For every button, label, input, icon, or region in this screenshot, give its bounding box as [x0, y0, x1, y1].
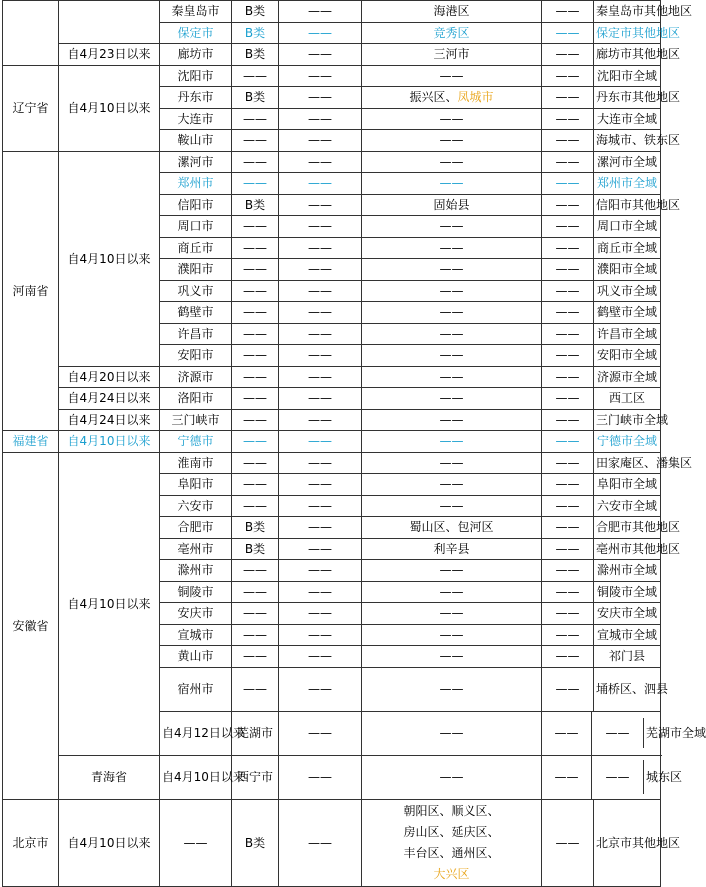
- since-cell: 自4月10日以来: [59, 799, 160, 886]
- table-row: [3, 366, 661, 388]
- col6-cell: ——: [542, 66, 594, 87]
- city-cell: 保定市: [160, 22, 232, 44]
- district-cell: ——: [362, 323, 542, 345]
- district-cell: ——: [362, 474, 542, 496]
- district-cell: [362, 87, 542, 109]
- city-cell: 芜湖市: [232, 711, 279, 755]
- district-cell: ——: [542, 755, 592, 799]
- region-cell: [542, 280, 661, 302]
- col4-cell: ——: [279, 624, 362, 646]
- category-cell: ——: [232, 323, 279, 345]
- region-cell: [542, 474, 661, 496]
- col4-cell: ——: [279, 581, 362, 603]
- scope-cell: 埇桥区、泗县: [596, 682, 669, 696]
- scope-cell: 田家庵区、潘集区: [596, 455, 693, 470]
- col4-cell: ——: [279, 495, 362, 517]
- district-cell: ——: [362, 560, 542, 582]
- scope-cell: 阜阳市全域: [596, 477, 657, 492]
- region-cell: [592, 755, 683, 799]
- col4-cell: ——: [279, 603, 362, 625]
- city-cell: 西宁市: [232, 755, 279, 799]
- col4-cell: ——: [279, 108, 362, 130]
- scope-cell: 保定市其他地区: [596, 25, 681, 40]
- table-row: [3, 799, 661, 886]
- col4-cell: ——: [279, 452, 362, 474]
- city-cell: 安庆市: [160, 603, 232, 625]
- category-cell: ——: [232, 65, 279, 87]
- city-cell: 巩义市: [160, 280, 232, 302]
- province-cell: [3, 1, 59, 66]
- scope-cell: 周口市全域: [596, 219, 657, 234]
- district-cell: 竞秀区: [362, 22, 542, 44]
- city-cell: 宿州市: [160, 667, 232, 711]
- col4-cell: ——: [279, 173, 362, 195]
- col6-cell: ——: [542, 87, 594, 108]
- region-cell: [542, 431, 661, 453]
- col6-cell: ——: [542, 646, 594, 667]
- col6-cell: ——: [542, 517, 594, 538]
- category-cell: B类: [232, 87, 279, 109]
- province-cell: 福建省: [3, 431, 59, 453]
- col4-cell: ——: [362, 711, 542, 755]
- col4-cell: ——: [279, 799, 362, 886]
- table-row: [3, 151, 661, 173]
- category-cell: ——: [232, 646, 279, 668]
- since-cell: 自4月10日以来: [59, 431, 160, 453]
- scope-cell: 祁门县: [608, 649, 645, 664]
- city-cell: 鹤壁市: [160, 302, 232, 324]
- scope-cell: 大连市全域: [596, 111, 657, 126]
- district-cell: ——: [362, 108, 542, 130]
- col6-cell: ——: [542, 431, 594, 452]
- since-cell: 自4月24日以来: [59, 409, 160, 431]
- city-cell: 大连市: [160, 108, 232, 130]
- col4-cell: ——: [279, 151, 362, 173]
- col6-cell: ——: [542, 560, 594, 581]
- city-cell: 济源市: [160, 366, 232, 388]
- category-cell: ——: [232, 366, 279, 388]
- district-cell: ——: [362, 667, 542, 711]
- district-cell: ——: [362, 388, 542, 410]
- table-row: [3, 44, 661, 66]
- category-cell: ——: [232, 216, 279, 238]
- region-cell: [542, 603, 661, 625]
- city-cell: 周口市: [160, 216, 232, 238]
- col6-cell: ——: [592, 718, 644, 748]
- category-cell: ——: [232, 474, 279, 496]
- city-cell: 亳州市: [160, 538, 232, 560]
- category-cell: ——: [232, 151, 279, 173]
- city-cell: 铜陵市: [160, 581, 232, 603]
- col6-cell: ——: [542, 238, 594, 259]
- region-cell: [542, 581, 661, 603]
- col6-cell: ——: [542, 345, 594, 366]
- region-cell: [542, 22, 681, 44]
- district-cell: ——: [362, 173, 542, 195]
- region-cell: [542, 44, 681, 66]
- city-cell: 洛阳市: [160, 388, 232, 410]
- col6-cell: ——: [542, 302, 594, 323]
- col6-cell: ——: [542, 496, 594, 517]
- district-cell: ——: [362, 302, 542, 324]
- region-cell: [542, 799, 681, 886]
- city-cell: ——: [160, 799, 232, 886]
- city-cell: 信阳市: [160, 194, 232, 216]
- district-text: 振兴区、: [409, 90, 458, 105]
- scope-cell: 巩义市全域: [596, 283, 657, 298]
- col4-cell: ——: [279, 216, 362, 238]
- scope-cell: 合肥市其他地区: [596, 520, 681, 535]
- col4-cell: ——: [362, 755, 542, 799]
- region-cell: [542, 1, 693, 23]
- col4-cell: ——: [279, 517, 362, 539]
- scope-cell: 廊坊市其他地区: [596, 47, 681, 62]
- district-highlight-line: 大兴区: [433, 866, 470, 881]
- city-cell: 商丘市: [160, 237, 232, 259]
- scope-cell: 六安市全域: [596, 498, 657, 513]
- category-cell: B类: [232, 44, 279, 66]
- district-cell: ——: [362, 495, 542, 517]
- since-cell: [59, 1, 160, 44]
- col4-cell: ——: [279, 409, 362, 431]
- col6-cell: ——: [542, 281, 594, 302]
- region-cell: [542, 108, 661, 130]
- scope-cell: 濮阳市全域: [596, 262, 657, 277]
- col4-cell: ——: [279, 323, 362, 345]
- since-cell: 自4月10日以来: [59, 452, 160, 755]
- category-cell: ——: [232, 560, 279, 582]
- col6-cell: ——: [542, 195, 594, 216]
- region-cell: [542, 452, 693, 474]
- district-cell: ——: [362, 646, 542, 668]
- district-cell: ——: [362, 409, 542, 431]
- category-cell: ——: [232, 345, 279, 367]
- category-cell: ——: [232, 173, 279, 195]
- city-cell: 郑州市: [160, 173, 232, 195]
- region-cell: [542, 65, 661, 87]
- district-cell: ——: [362, 259, 542, 281]
- scope-cell: 济源市全域: [596, 369, 657, 384]
- col6-cell: ——: [542, 800, 594, 886]
- category-cell: B类: [232, 799, 279, 886]
- col4-cell: ——: [279, 560, 362, 582]
- district-cell: ——: [362, 624, 542, 646]
- region-cell: [542, 366, 661, 388]
- region-cell: [542, 194, 681, 216]
- col4-cell: ——: [279, 388, 362, 410]
- city-cell: 丹东市: [160, 87, 232, 109]
- scope-cell: 城东区: [646, 770, 683, 784]
- col6-cell: ——: [542, 582, 594, 603]
- category-cell: ——: [232, 280, 279, 302]
- scope-cell: 郑州市全域: [596, 176, 657, 191]
- col6-cell: ——: [542, 23, 594, 44]
- province-cell: 青海省: [59, 755, 160, 799]
- col4-cell: ——: [279, 237, 362, 259]
- category-cell: B类: [232, 517, 279, 539]
- province-cell: 辽宁省: [3, 65, 59, 151]
- since-cell: 自4月24日以来: [59, 388, 160, 410]
- city-cell: 沈阳市: [160, 65, 232, 87]
- category-cell: B类: [232, 22, 279, 44]
- category-cell: ——: [232, 108, 279, 130]
- col4-cell: ——: [279, 194, 362, 216]
- scope-cell: 丹东市其他地区: [596, 90, 681, 105]
- col4-cell: ——: [279, 44, 362, 66]
- col6-cell: ——: [542, 324, 594, 345]
- col6-cell: ——: [542, 259, 594, 280]
- district-cell: ——: [362, 280, 542, 302]
- scope-cell: 许昌市全域: [596, 326, 657, 341]
- district-cell: ——: [362, 452, 542, 474]
- category-cell: ——: [232, 302, 279, 324]
- region-cell: [542, 237, 661, 259]
- city-cell: 宁德市: [160, 431, 232, 453]
- col6-cell: ——: [542, 130, 594, 151]
- scope-cell: 海城市、铁东区: [596, 133, 681, 148]
- region-cell: [542, 216, 661, 238]
- district-cell: ——: [362, 216, 542, 238]
- district-cell: ——: [362, 366, 542, 388]
- region-cell: [542, 624, 661, 646]
- city-cell: 安阳市: [160, 345, 232, 367]
- scope-cell: 北京市其他地区: [596, 835, 681, 850]
- col4-cell: ——: [279, 538, 362, 560]
- region-cell: [542, 538, 681, 560]
- district-cell: ——: [362, 65, 542, 87]
- city-cell: 廊坊市: [160, 44, 232, 66]
- col6-cell: ——: [542, 216, 594, 237]
- region-cell: [542, 560, 661, 582]
- scope-cell: 亳州市其他地区: [596, 541, 681, 556]
- table-row: [3, 1, 661, 23]
- scope-cell: 铜陵市全域: [596, 584, 657, 599]
- col6-cell: ——: [542, 44, 594, 65]
- col6-cell: ——: [542, 539, 594, 560]
- col4-cell: ——: [279, 1, 362, 23]
- col6-cell: ——: [542, 388, 594, 409]
- district-cell: ——: [362, 603, 542, 625]
- col4-cell: ——: [279, 87, 362, 109]
- region-cell: [542, 87, 681, 109]
- col4-cell: ——: [279, 646, 362, 668]
- table-row: [3, 65, 661, 87]
- col4-cell: ——: [279, 474, 362, 496]
- category-cell: B类: [232, 1, 279, 23]
- city-cell: 秦皇岛市: [160, 1, 232, 23]
- district-cell: ——: [362, 151, 542, 173]
- scope-cell: 鹤壁市全域: [596, 305, 657, 320]
- region-cell: [542, 646, 661, 668]
- scope-cell: 芜湖市全域: [646, 726, 706, 740]
- col6-cell: ——: [542, 1, 594, 22]
- province-cell: 安徽省: [3, 452, 59, 799]
- col6-cell: ——: [542, 109, 594, 130]
- col4-cell: ——: [279, 130, 362, 152]
- scope-cell: 安阳市全域: [596, 348, 657, 363]
- col6-cell: ——: [542, 625, 594, 646]
- district-highlight-text: 凤城市: [457, 90, 494, 105]
- city-cell: 鞍山市: [160, 130, 232, 152]
- table-row: [3, 755, 661, 799]
- col4-cell: ——: [279, 280, 362, 302]
- district-cell: 蜀山区、包河区: [362, 517, 542, 539]
- category-cell: ——: [232, 130, 279, 152]
- district-cell: 三河市: [362, 44, 542, 66]
- col6-cell: ——: [542, 173, 594, 194]
- region-cell: [542, 667, 669, 711]
- category-cell: ——: [279, 755, 362, 799]
- scope-cell: 宁德市全域: [596, 434, 657, 449]
- since-cell: 自4月10日以来: [160, 755, 232, 799]
- region-cell: [542, 388, 661, 410]
- since-cell: 自4月10日以来: [59, 65, 160, 151]
- city-cell: 黄山市: [160, 646, 232, 668]
- district-line: 朝阳区、顺义区、: [403, 803, 500, 818]
- region-cell: [542, 302, 661, 324]
- scope-cell: 西工区: [608, 391, 645, 406]
- col6-cell: ——: [542, 474, 594, 495]
- city-cell: 三门峡市: [160, 409, 232, 431]
- district-cell: 海港区: [362, 1, 542, 23]
- category-cell: ——: [232, 581, 279, 603]
- city-cell: 滁州市: [160, 560, 232, 582]
- region-cell: [542, 173, 661, 195]
- district-cell: ——: [542, 711, 592, 755]
- col4-cell: ——: [279, 22, 362, 44]
- district-cell: 固始县: [362, 194, 542, 216]
- district-cell: 利辛县: [362, 538, 542, 560]
- category-cell: ——: [232, 409, 279, 431]
- scope-cell: 漯河市全域: [596, 154, 657, 169]
- region-cell: [592, 711, 706, 755]
- city-cell: 阜阳市: [160, 474, 232, 496]
- category-cell: ——: [232, 431, 279, 453]
- col6-cell: ——: [542, 152, 594, 173]
- district-cell: ——: [362, 581, 542, 603]
- category-cell: ——: [232, 237, 279, 259]
- category-cell: ——: [232, 495, 279, 517]
- category-cell: B类: [232, 194, 279, 216]
- scope-cell: 三门峡市全域: [596, 412, 669, 427]
- region-cell: [542, 495, 661, 517]
- category-cell: ——: [232, 624, 279, 646]
- col4-cell: ——: [279, 345, 362, 367]
- district-cell: ——: [362, 130, 542, 152]
- scope-cell: 安庆市全域: [596, 606, 657, 621]
- district-cell: ——: [362, 237, 542, 259]
- col6-cell: ——: [542, 453, 594, 474]
- district-cell: ——: [362, 431, 542, 453]
- category-cell: ——: [232, 452, 279, 474]
- scope-cell: 沈阳市全域: [596, 68, 657, 83]
- scope-cell: 滁州市全域: [596, 563, 657, 578]
- col6-cell: ——: [542, 668, 594, 711]
- region-cell: [542, 259, 661, 281]
- since-cell: 自4月20日以来: [59, 366, 160, 388]
- category-cell: B类: [232, 538, 279, 560]
- col6-cell: ——: [542, 603, 594, 624]
- col4-cell: ——: [279, 259, 362, 281]
- scope-cell: 宣城市全域: [596, 627, 657, 642]
- category-cell: ——: [232, 388, 279, 410]
- col4-cell: ——: [279, 302, 362, 324]
- since-cell: 自4月10日以来: [59, 151, 160, 366]
- region-cell: [542, 517, 681, 539]
- col6-cell: ——: [542, 367, 594, 388]
- table-row: [3, 452, 661, 474]
- district-cell: [362, 799, 542, 886]
- since-cell: 自4月12日以来: [160, 711, 232, 755]
- category-cell: ——: [279, 711, 362, 755]
- col4-cell: ——: [279, 431, 362, 453]
- scope-cell: 信阳市其他地区: [596, 197, 681, 212]
- district-line: 丰台区、通州区、: [403, 845, 500, 860]
- category-cell: ——: [232, 667, 279, 711]
- region-cell: [542, 323, 661, 345]
- region-cell: [542, 130, 681, 152]
- district-cell: ——: [362, 345, 542, 367]
- since-cell: 自4月23日以来: [59, 44, 160, 66]
- city-cell: 淮南市: [160, 452, 232, 474]
- province-cell: 河南省: [3, 151, 59, 431]
- table-row: [3, 431, 661, 453]
- region-cell: [542, 151, 661, 173]
- district-line: 房山区、延庆区、: [403, 824, 500, 839]
- region-cell: [542, 345, 661, 367]
- table-row: [3, 409, 661, 431]
- region-cell: [542, 409, 669, 431]
- col6-cell: ——: [542, 410, 594, 431]
- scope-cell: 秦皇岛市其他地区: [596, 4, 693, 19]
- category-cell: ——: [232, 603, 279, 625]
- col4-cell: ——: [279, 65, 362, 87]
- col4-cell: ——: [279, 366, 362, 388]
- col4-cell: ——: [279, 667, 362, 711]
- risk-area-table: [2, 0, 706, 887]
- category-cell: ——: [232, 259, 279, 281]
- city-cell: 许昌市: [160, 323, 232, 345]
- city-cell: 宣城市: [160, 624, 232, 646]
- city-cell: 合肥市: [160, 517, 232, 539]
- scope-cell: 商丘市全域: [596, 240, 657, 255]
- province-cell: 北京市: [3, 799, 59, 886]
- col6-cell: ——: [592, 760, 644, 794]
- city-cell: 六安市: [160, 495, 232, 517]
- table-row: [3, 388, 661, 410]
- city-cell: 漯河市: [160, 151, 232, 173]
- city-cell: 濮阳市: [160, 259, 232, 281]
